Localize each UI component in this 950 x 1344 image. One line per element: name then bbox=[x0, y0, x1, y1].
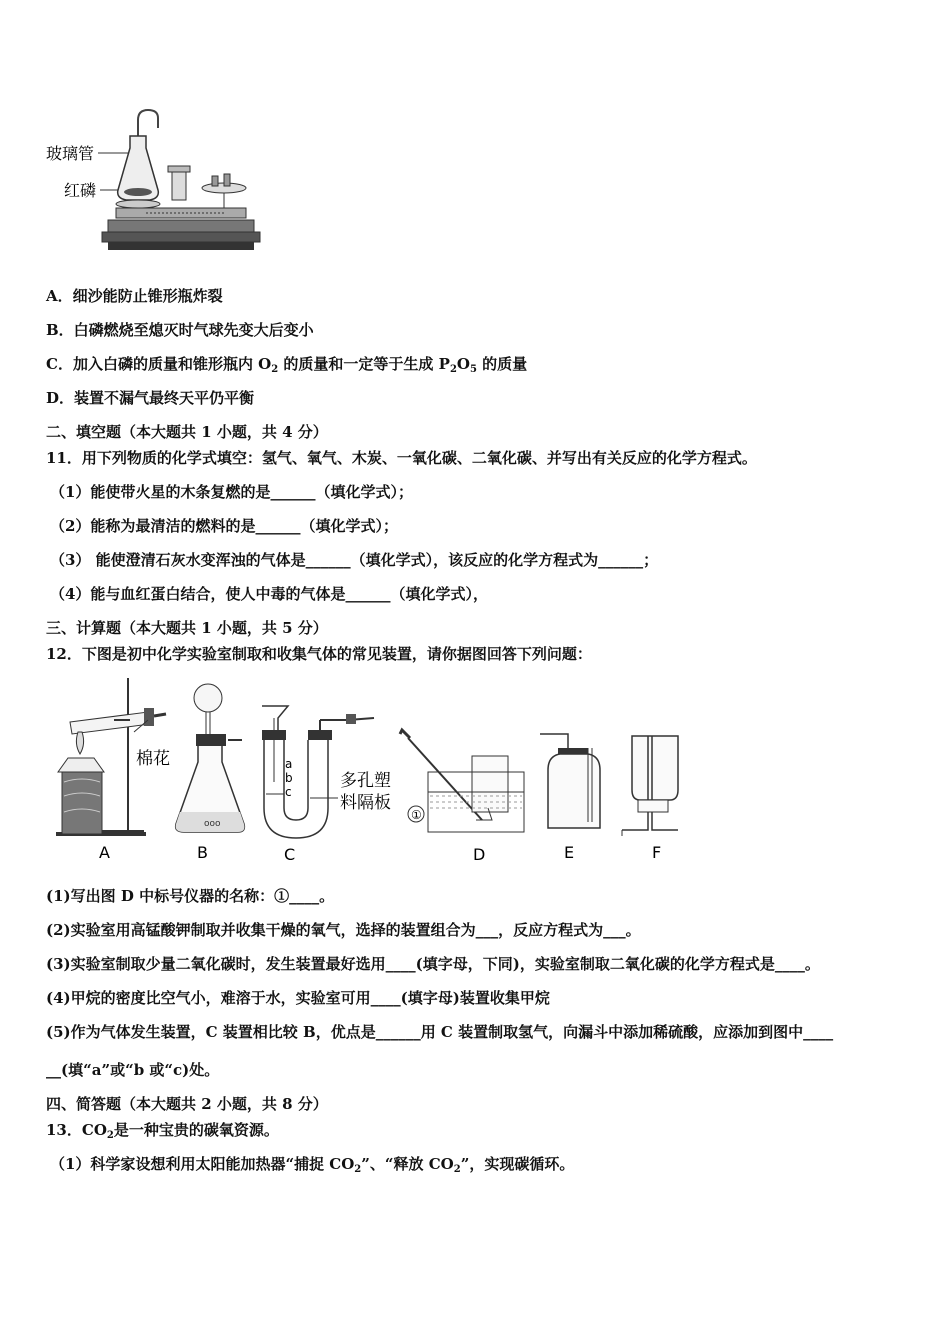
option-b: B．白磷燃烧至熄灭时气球先变大后变小 bbox=[46, 321, 314, 339]
label-cotton: 棉花 bbox=[136, 749, 170, 769]
figure-apparatus bbox=[48, 672, 698, 868]
q11-part3: （3） 能使澄清石灰水变浑浊的气体是______（填化学式），该反应的化学方程式为______； bbox=[50, 551, 659, 569]
q12-stem: 12．下图是初中化学实验室制取和收集气体的常见装置，请你据图回答下列问题： bbox=[46, 645, 592, 663]
apparatus-f bbox=[622, 736, 678, 836]
apparatus-a bbox=[56, 678, 170, 836]
apparatus-b bbox=[176, 684, 245, 832]
option-a: A．细沙能防止锥形瓶炸裂 bbox=[46, 287, 223, 305]
label-d: D bbox=[473, 845, 486, 864]
mark-c: c bbox=[285, 785, 292, 799]
option-d: D．装置不漏气最终天平仍平衡 bbox=[46, 389, 255, 407]
label-red-phosphorus: 红磷 bbox=[64, 181, 97, 200]
apparatus-c bbox=[262, 706, 391, 838]
q11-stem: 11．用下列物质的化学式填空：氢气、氧气、木炭、一氧化碳、二氧化碳、并写出有关反应的化学方程式。 bbox=[46, 449, 757, 467]
label-a: A bbox=[99, 843, 110, 862]
label-porous-1: 多孔塑 bbox=[340, 771, 391, 791]
apparatus-e bbox=[540, 734, 600, 828]
q12-part1: (1)写出图 D 中标号仪器的名称：①____。 bbox=[46, 887, 335, 905]
q12-part2: (2)实验室用高锰酸钾制取并收集干燥的氧气，选择的装置组合为___，反应方程式为___。 bbox=[46, 921, 641, 939]
q13-part1: （1）科学家设想利用太阳能加热器“捕捉 $CO_2$”、“释放 $CO_2$”，实现碳循环。 bbox=[50, 1155, 575, 1175]
label-porous-2: 料隔板 bbox=[340, 793, 391, 813]
q11-part2: （2）能称为最清洁的燃料的是______（填化学式）； bbox=[50, 517, 398, 535]
apparatus-d bbox=[400, 730, 524, 832]
q12-part4: (4)甲烷的密度比空气小，难溶于水，实验室可用____(填字母)装置收集甲烷 bbox=[46, 989, 550, 1007]
label-e: E bbox=[564, 843, 575, 862]
q11-part4: （4）能与血红蛋白结合，使人中毒的气体是______（填化学式）， bbox=[50, 585, 488, 603]
mark-b: b bbox=[285, 771, 293, 785]
q12-part3: (3)实验室制取少量二氧化碳时，发生装置最好选用____(填字母，下同)，实验室制取二氧化碳的化学方程式是____。 bbox=[46, 955, 820, 973]
svg-text:ooo: ooo bbox=[204, 819, 221, 829]
option-c: C．加入白磷的质量和锥形瓶内 $O_2$ 的质量和一定等于生成 $P_2O_5$ 的质量 bbox=[46, 355, 528, 375]
figure-balance-flask bbox=[46, 108, 266, 258]
q11-part1: （1）能使带火星的木条复燃的是______（填化学式）； bbox=[50, 483, 413, 501]
q13-stem: 13．$CO_2$是一种宝贵的碳氧资源。 bbox=[46, 1121, 279, 1141]
section4-heading: 四、简答题（本大题共 2 小题，共 8 分） bbox=[46, 1095, 328, 1113]
section2-heading: 二、填空题（本大题共 1 小题，共 4 分） bbox=[46, 423, 328, 441]
label-b: B bbox=[197, 843, 208, 862]
label-c: C bbox=[284, 845, 296, 864]
label-glass-tube: 玻璃管 bbox=[46, 144, 95, 163]
mark-a: a bbox=[285, 757, 293, 771]
marker-1: ① bbox=[411, 808, 422, 822]
label-f: F bbox=[652, 843, 662, 862]
q12-part5: (5)作为气体发生装置，C 装置相比较 B，优点是______用 C 装置制取氢气，向漏斗中添加稀硫酸，应添加到图中____ bbox=[46, 1023, 834, 1041]
q12-part5-cont: __(填“a”或“b 或“c)处。 bbox=[46, 1061, 220, 1079]
section3-heading: 三、计算题（本大题共 1 小题，共 5 分） bbox=[46, 619, 328, 637]
